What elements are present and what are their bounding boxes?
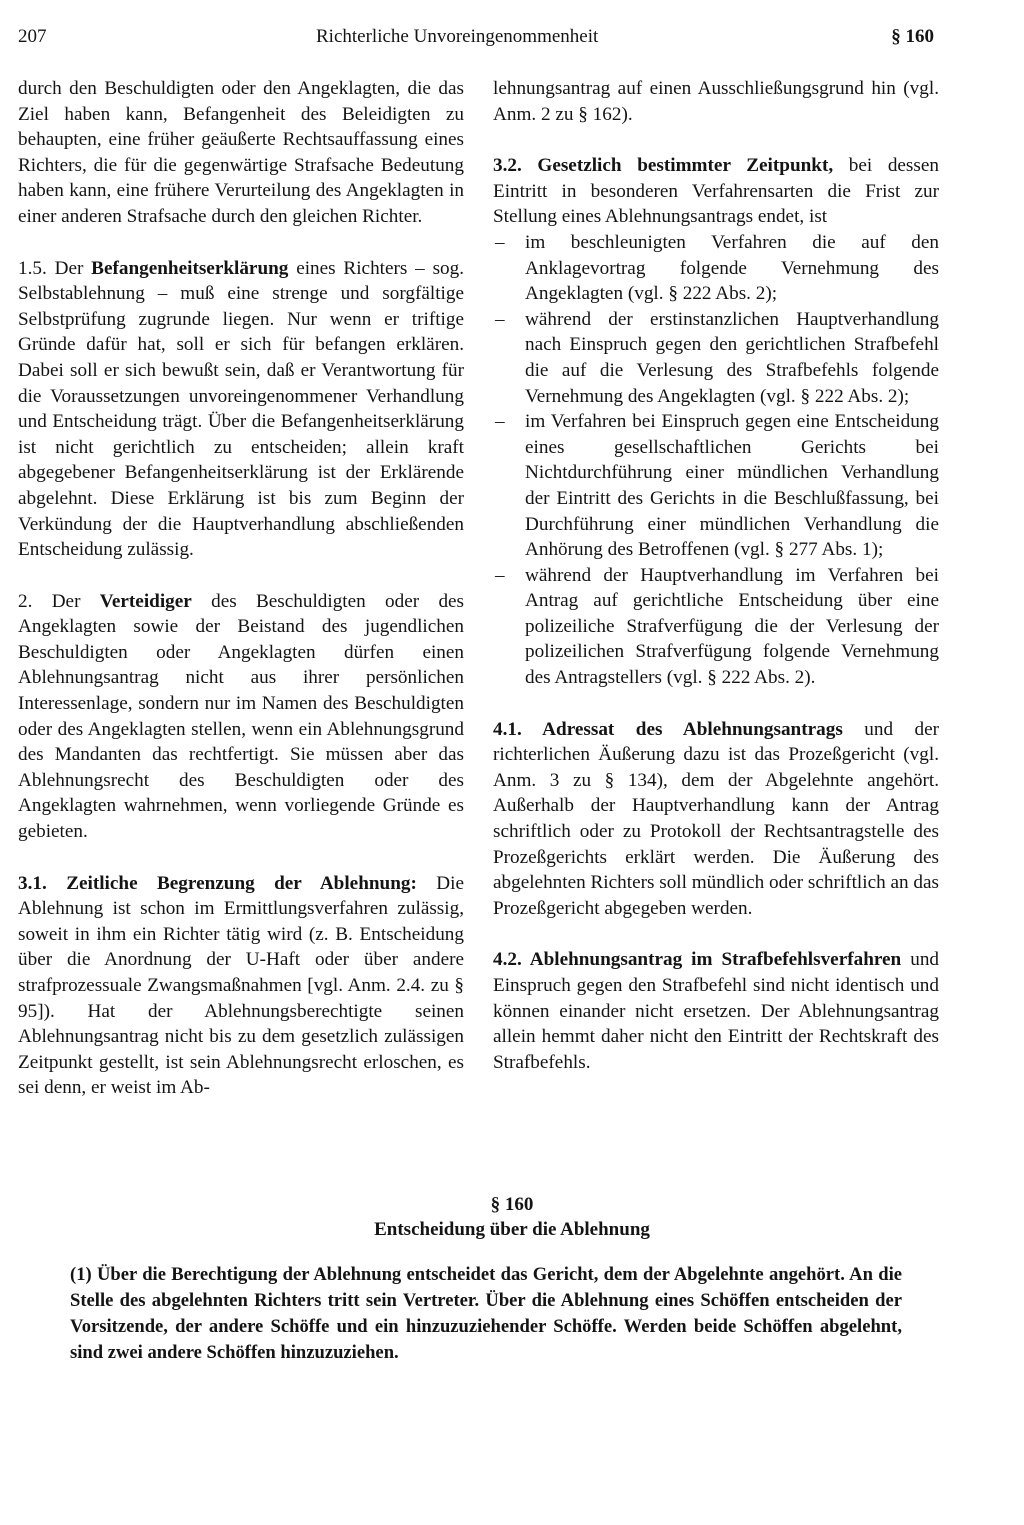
note-1-5 bbox=[18, 256, 464, 563]
note-number: 1.5. bbox=[18, 257, 47, 279]
note-keyword: Verteidiger bbox=[99, 590, 192, 612]
note-text: bei dessen Eintritt in besonderen Verfahrensarten die Frist zur Stellung eines Ablehnungsantrags endet, ist bbox=[493, 155, 939, 228]
right-column bbox=[493, 76, 939, 1101]
page-header bbox=[18, 26, 934, 56]
note-4-1 bbox=[493, 717, 939, 922]
note-intro bbox=[493, 153, 939, 230]
left-column bbox=[18, 76, 464, 1127]
header-section-mark: § 160 bbox=[891, 26, 934, 47]
note-heading: 4.2. Ablehnungsantrag im Strafbefehlsverfahren bbox=[493, 949, 902, 971]
note-3-2 bbox=[493, 153, 939, 690]
note-2 bbox=[18, 589, 464, 845]
note-keyword: Befangenheitserklärung bbox=[91, 257, 289, 279]
note-number: 2. bbox=[18, 590, 33, 612]
section-title: Entscheidung über die Ablehnung bbox=[374, 1219, 650, 1240]
running-title: Richterliche Unvoreingenommenheit bbox=[316, 26, 599, 47]
dash-list-item: – während der Hauptverhandlung im Verfahren bei Antrag auf gerichtliche Entscheidung über eine polizeiliche Strafverfügung die der Verlesung der polizeilichen Strafverfügung folgende Vernehmung des Antragstellers (vgl. § 222 Abs. 2). bbox=[493, 563, 939, 691]
note-3-1 bbox=[18, 871, 464, 1101]
statute-paragraph-1: (1) Über die Berechtigung der Ablehnung entscheidet das Gericht, dem der Abgelehnte angehört. An die Stelle des abgelehnten Richters tritt sein Vertreter. Über die Ablehnung eines Schöffen entscheiden der Vorsitzende, der andere Schöffe und ein hinzuzuziehender Schöffe. Werden beide Schöffen abgelehnt, sind zwei andere Schöffen hinzuzuziehen. bbox=[70, 1264, 902, 1363]
note-heading: 3.1. Zeitliche Begrenzung der Ablehnung: bbox=[18, 872, 417, 894]
note-text: und der richterlichen Äußerung dazu ist das Prozeßgericht (vgl. Anm. 3 zu § 134), dem der Abgelehnte angehört. Außerhalb der Hauptverhandlung kann der Antrag schriftlich oder zu Protokoll der Rechtsantragstelle des Prozeßgerichts erklärt werden. Die Äußerung des abgelehnten Richters soll mündlich oder schriftlich an das Prozeßgericht abgegeben werden. bbox=[493, 718, 939, 919]
note-text: eines Richters – sog. Selbstablehnung – muß eine strenge und sorgfältige Selbstprüfung zugrunde liegen. Nur wenn er triftige Gründe dafür hat, soll er sich für befangen erklären. Dabei soll er sich bewußt sein, daß er Verantwortung für die Voraussetzungen unvoreingenommener Verhandlung und Entscheidung trägt. Über die Befangenheitserklärung ist nicht gerichtlich zu entscheiden; allein kraft abgegebener Befangenheitserklärung ist der Erklärende abgelehnt. Diese Erklärung ist bis zum Beginn der Verkündung der die Hauptverhandlung abschließenden Entscheidung zulässig. bbox=[18, 257, 465, 561]
note-text: Die Ablehnung ist schon im Ermittlungsverfahren zulässig, soweit in ihm ein Richter tätig wird (z. B. Entscheidung über die Anordnung der U-Haft oder über andere strafprozessuale Zwangsmaßnahmen [vgl. Anm. 2.4. zu § 95]). Hat der Ablehnungsberechtigte seinen Ablehnungsantrag nicht bis zu dem gesetzlich zulässigen Zeitpunkt gestellt, ist sein Ablehnungsrecht erloschen, es sei denn, er weist im Ab- bbox=[18, 872, 464, 1099]
note-text: des Beschuldigten oder des Angeklagten sowie der Beistand des jugendlichen Beschuldigten oder Angeklagten dürfen einen Ablehnungsantrag nicht aus ihrer persönlichen Interessenlage, sondern nur im Namen des Beschuldigten oder des Angeklagten stellen, wenn ein Ablehnungsgrund des Mandanten das rechtfertigt. Sie müssen aber das Ablehnungsrecht des Beschuldigten oder des Angeklagten wahrnehmen, wenn vorliegende Gründe es gebieten. bbox=[18, 590, 465, 843]
dash-list-item: – im beschleunigten Verfahren die auf den Anklagevortrag folgende Vernehmung des Angeklagten (vgl. § 222 Abs. 2); bbox=[493, 230, 939, 307]
note-heading: 4.1. Adressat des Ablehnungsantrags bbox=[493, 718, 843, 740]
note-heading: 3.2. Gesetzlich bestimmter Zeitpunkt, bbox=[493, 155, 834, 177]
page-number: 207 bbox=[18, 26, 47, 47]
note-4-2 bbox=[493, 947, 939, 1075]
note-prefix: Der bbox=[54, 257, 84, 279]
dash-list-item: – im Verfahren bei Einspruch gegen eine Entscheidung eines gesellschaftlichen Gerichts bei Nichtdurchführung einer mündlichen Verhandlung der Eintritt des Gerichts in die Beschlußfassung, bei Durchführung einer mündlichen Verhandlung die Anhörung des Betroffenen (vgl. § 277 Abs. 1); bbox=[493, 409, 939, 563]
left-paragraph-continued: durch den Beschuldigten oder den Angeklagten, die das Ziel haben kann, Befangenheit des Beleidigten zu behaupten, eine früher geäußerte Rechtsauffassung eines Richters, die für die gegenwärtige Strafsache Bedeutung haben kann, eine frühere Verurteilung des Angeklagten in einer anderen Strafsache durch den gleichen Richter. bbox=[18, 78, 464, 227]
note-prefix: Der bbox=[51, 590, 81, 612]
right-paragraph-continued: lehnungsantrag auf einen Ausschließungsgrund hin (vgl. Anm. 2 zu § 162). bbox=[493, 78, 939, 125]
dash-list-item: – während der erstinstanzlichen Hauptverhandlung nach Einspruch gegen den gerichtlichen Strafbefehl die auf die Verlesung des Strafbefehls folgende Vernehmung des Angeklagten (vgl. § 222 Abs. 2); bbox=[493, 307, 939, 409]
section-number: § 160 bbox=[490, 1194, 534, 1215]
note-text: und Einspruch gegen den Strafbefehl sind nicht identisch und können einander nicht ersetzen. Der Ablehnungsantrag allein hemmt daher nicht den Eintritt der Rechtskraft des Strafbefehls. bbox=[493, 949, 939, 1073]
